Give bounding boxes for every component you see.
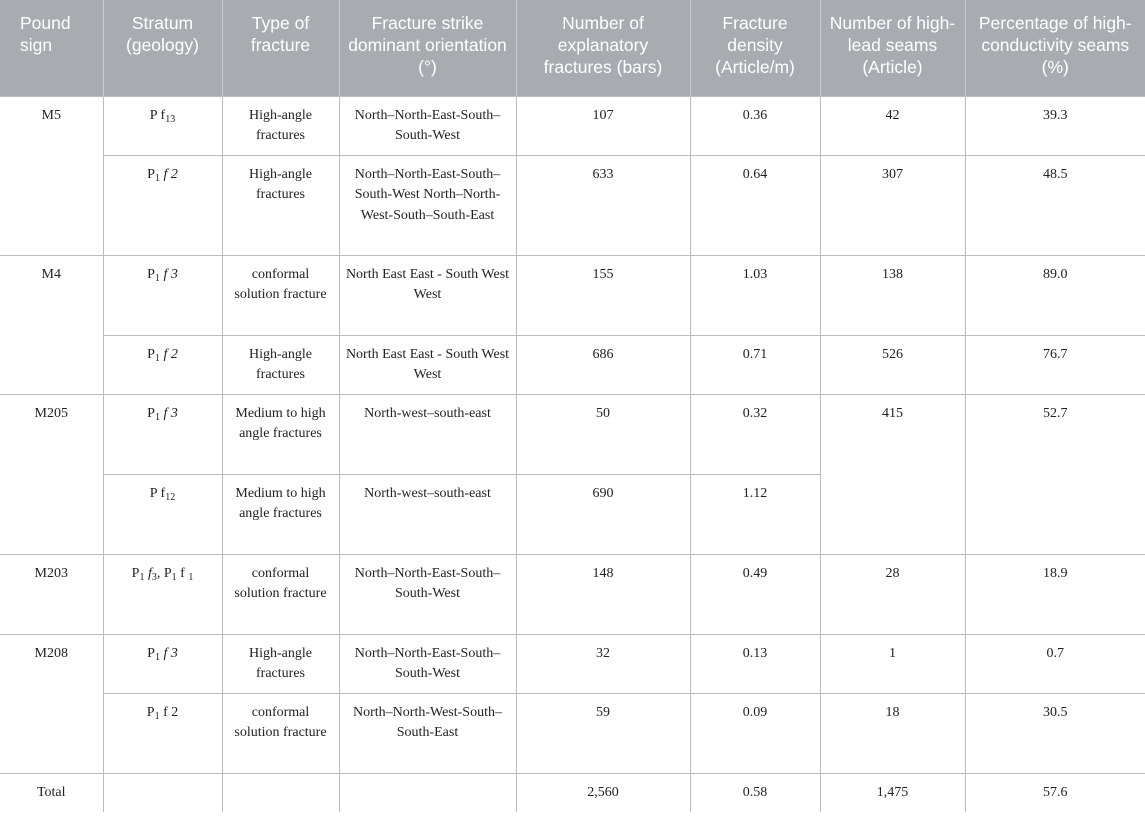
count-cell: 32: [516, 634, 690, 693]
seams-cell: 526: [820, 335, 965, 394]
stratum-cell: $P_1$ f 2: [103, 155, 222, 255]
seams-cell: 1,475: [820, 773, 965, 812]
pound-sign-cell: M203: [0, 554, 103, 634]
density-cell: 0.09: [690, 693, 820, 773]
table-row: [0, 394, 1145, 474]
density-cell: 0.32: [690, 394, 820, 474]
fracture-type-cell: conformal solution fracture: [222, 554, 339, 634]
fracture-type-cell: High-angle fractures: [222, 96, 339, 155]
seams-cell: 28: [820, 554, 965, 634]
density-cell: 1.12: [690, 474, 820, 554]
table-row: [0, 255, 1145, 335]
percent-cell: 39.3: [965, 96, 1145, 155]
orientation-cell: North-west–south-east: [339, 394, 516, 474]
percent-cell: 76.7: [965, 335, 1145, 394]
count-cell: 155: [516, 255, 690, 335]
pound-sign-cell: M4: [0, 255, 103, 394]
table-row: [0, 634, 1145, 693]
density-cell: 0.64: [690, 155, 820, 255]
fracture-type-cell: conformal solution fracture: [222, 255, 339, 335]
stratum-cell: $P_1$ f 3: [103, 634, 222, 693]
orientation-cell: North-west–south-east: [339, 474, 516, 554]
orientation-cell: North–North-West-South–South-East: [339, 693, 516, 773]
orientation-cell: North East East - South West West: [339, 335, 516, 394]
header-conductivity-percent: Percentage of high-conductivity seams (%): [965, 0, 1145, 96]
header-high-lead-seams: Number of high-lead seams (Article): [820, 0, 965, 96]
fracture-type-cell: [222, 773, 339, 812]
pound-sign-cell: M205: [0, 394, 103, 554]
header-pound-sign: Pound sign: [0, 0, 103, 96]
table-row: [0, 554, 1145, 634]
density-cell: 0.58: [690, 773, 820, 812]
header-fracture-count: Number of explanatory fractures (bars): [516, 0, 690, 96]
percent-cell: 18.9: [965, 554, 1145, 634]
stratum-cell: [103, 773, 222, 812]
total-row: [0, 773, 1145, 812]
fracture-type-cell: High-angle fractures: [222, 335, 339, 394]
orientation-cell: [339, 773, 516, 812]
fracture-type-cell: conformal solution fracture: [222, 693, 339, 773]
percent-cell: 57.6: [965, 773, 1145, 812]
pound-sign-cell: Total: [0, 773, 103, 812]
header-stratum: Stratum (geology): [103, 0, 222, 96]
fracture-type-cell: Medium to high angle fractures: [222, 394, 339, 474]
percent-cell: 30.5: [965, 693, 1145, 773]
header-orientation: Fracture strike dominant orientation (°): [339, 0, 516, 96]
percent-cell: 52.7: [965, 394, 1145, 554]
header-fracture-density: Fracture density (Article/m): [690, 0, 820, 96]
stratum-cell: P $f_{12}$: [103, 474, 222, 554]
density-cell: 0.49: [690, 554, 820, 634]
table-row: [0, 96, 1145, 155]
fracture-type-cell: Medium to high angle fractures: [222, 474, 339, 554]
count-cell: 59: [516, 693, 690, 773]
count-cell: 686: [516, 335, 690, 394]
seams-cell: 18: [820, 693, 965, 773]
pound-sign-cell: M5: [0, 96, 103, 255]
count-cell: 50: [516, 394, 690, 474]
density-cell: 1.03: [690, 255, 820, 335]
seams-cell: 307: [820, 155, 965, 255]
seams-cell: 1: [820, 634, 965, 693]
orientation-cell: North–North-East-South–South-West North–North-West-South–South-East: [339, 155, 516, 255]
count-cell: 690: [516, 474, 690, 554]
orientation-cell: North–North-East-South–South-West: [339, 634, 516, 693]
table-row: [0, 155, 1145, 255]
stratum-cell: $P_1$ f 2: [103, 693, 222, 773]
orientation-cell: North–North-East-South–South-West: [339, 554, 516, 634]
table-row: [0, 693, 1145, 773]
percent-cell: 89.0: [965, 255, 1145, 335]
stratum-cell: $P_1$ f 3: [103, 394, 222, 474]
percent-cell: 48.5: [965, 155, 1145, 255]
density-cell: 0.36: [690, 96, 820, 155]
count-cell: 2,560: [516, 773, 690, 812]
count-cell: 107: [516, 96, 690, 155]
count-cell: 148: [516, 554, 690, 634]
seams-cell: 138: [820, 255, 965, 335]
percent-cell: 0.7: [965, 634, 1145, 693]
fracture-type-cell: High-angle fractures: [222, 634, 339, 693]
orientation-cell: North–North-East-South–South-West: [339, 96, 516, 155]
stratum-cell: $P_1$ f 2: [103, 335, 222, 394]
header-row: [0, 0, 1145, 96]
density-cell: 0.13: [690, 634, 820, 693]
seams-cell: 415: [820, 394, 965, 554]
orientation-cell: North East East - South West West: [339, 255, 516, 335]
table-row: [0, 335, 1145, 394]
density-cell: 0.71: [690, 335, 820, 394]
stratum-cell: $P_1$ f 3: [103, 255, 222, 335]
stratum-cell: P $f_{13}$: [103, 96, 222, 155]
count-cell: 633: [516, 155, 690, 255]
pound-sign-cell: M208: [0, 634, 103, 773]
fracture-type-cell: High-angle fractures: [222, 155, 339, 255]
stratum-cell: $P_1$ $f_3$, $P_1$ f $_1$: [103, 554, 222, 634]
seams-cell: 42: [820, 96, 965, 155]
header-fracture-type: Type of fracture: [222, 0, 339, 96]
